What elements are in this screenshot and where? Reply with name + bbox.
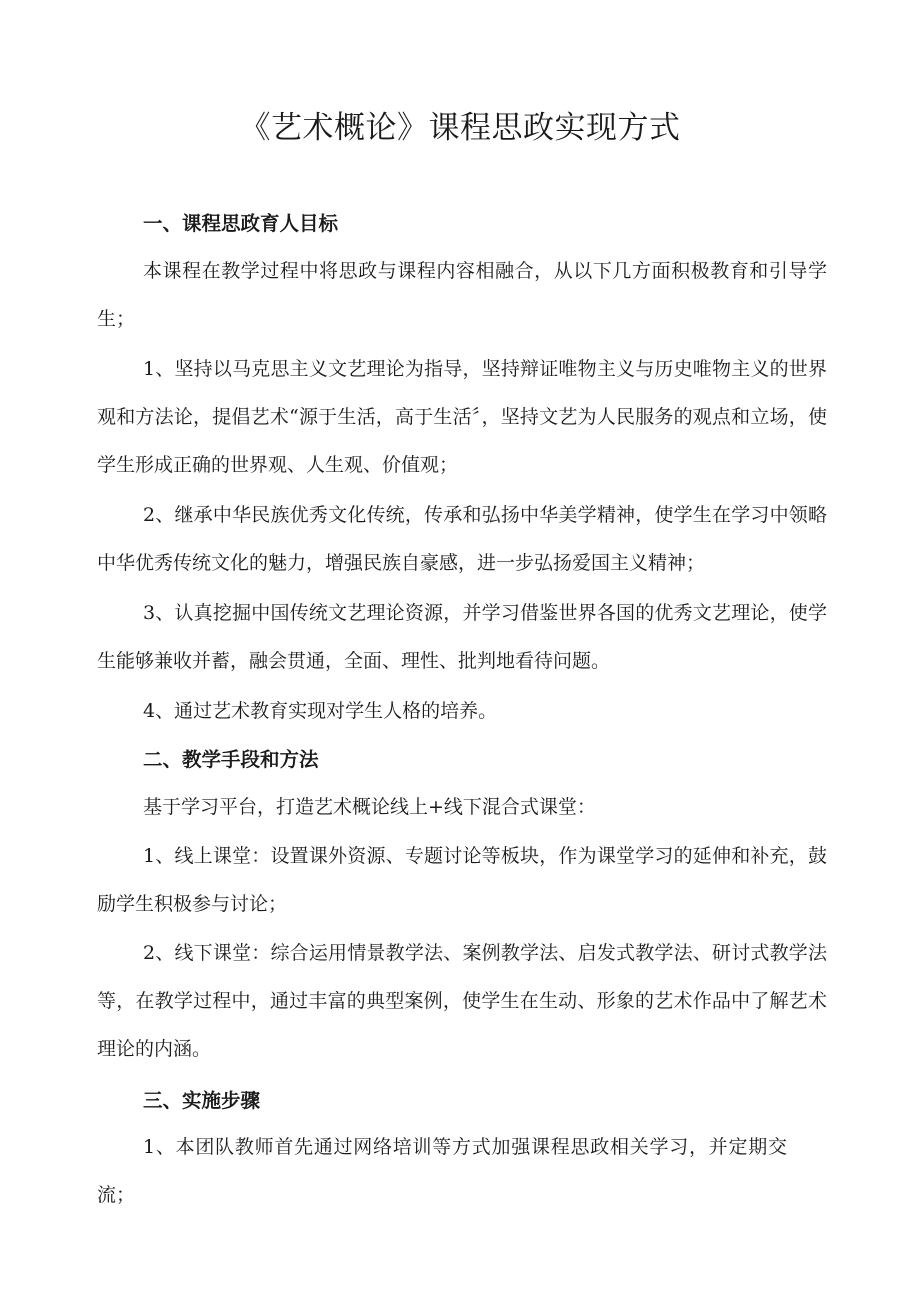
paragraph: 本课程在教学过程中将思政与课程内容相融合，从以下几方面积极教育和引导学生； (97, 260, 827, 330)
paragraph: 2、线下课堂：综合运用情景教学法、案例教学法、启发式教学法、研讨式教学法等，在教学过程中，通过丰富的典型案例，使学生在生动、形象的艺术作品中了解艺术理论的内涵。 (97, 942, 827, 1060)
paragraph: 4、通过艺术教育实现对学生人格的培养。 (143, 700, 498, 722)
paragraph: 1、坚持以马克思主义文艺理论为指导，坚持辩证唯物主义与历史唯物主义的世界观和方法论，提倡艺术“源于生活，高于生活〞，坚持文艺为人民服务的观点和立场，使学生形成正确的世界观、人生观、价值观； (97, 358, 827, 476)
paragraph: 1、线上课堂：设置课外资源、专题讨论等板块，作为课堂学习的延伸和补充，鼓励学生积极参与讨论； (97, 845, 827, 915)
paragraph: 1、本团队教师首先通过网络培训等方式加强课程思政相关学习，并定期交流； (97, 1136, 787, 1206)
section-heading-3: 三、实施步骤 (143, 1089, 261, 1112)
paragraph: 2、继承中华民族优秀文化传统，传承和弘扬中华美学精神，使学生在学习中领略中华优秀传统文化的魅力，增强民族自豪感，进一步弘扬爱国主义精神； (97, 504, 827, 574)
paragraph: 基于学习平台，打造艺术概论线上+线下混合式课堂： (143, 796, 596, 818)
section-heading-1: 一、课程思政育人目标 (143, 212, 339, 235)
section-heading-2: 二、教学手段和方法 (143, 748, 319, 771)
document-title: 《艺术概论》课程思政实现方式 (239, 110, 681, 146)
paragraph: 3、认真挖掘中国传统文艺理论资源，并学习借鉴世界各国的优秀文艺理论，使学生能够兼收并蓄，融会贯通，全面、理性、批判地看待问题。 (97, 602, 827, 672)
